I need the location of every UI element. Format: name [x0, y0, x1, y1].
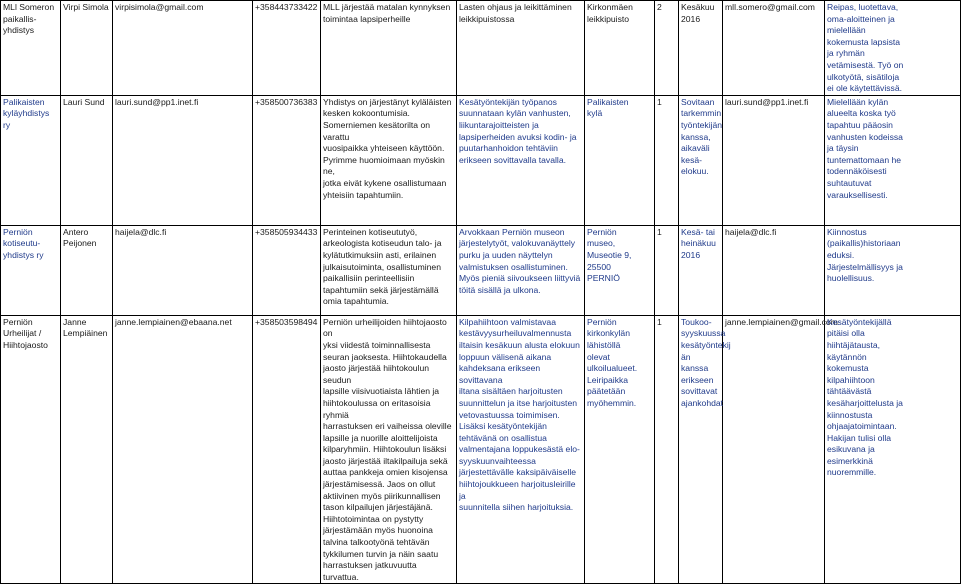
- timing-cell: Kesä- tai heinäkuu 2016: [679, 225, 723, 315]
- email-cell: janne.lempiainen@ebaana.net: [113, 315, 253, 584]
- reply-email-cell: haijela@dlc.fi: [723, 225, 825, 315]
- table-row: [1, 95, 961, 225]
- table-row: [1, 1, 961, 96]
- notes-cell: Kiinnostus (paikallis)historiaan eduksi. Järjestelmällisyys ja huolellisuus.: [825, 225, 961, 315]
- email-cell: virpisimola@gmail.com: [113, 1, 253, 96]
- phone-cell: +358500736383: [253, 95, 321, 225]
- phone-cell: +358443733422: [253, 1, 321, 96]
- tasks-cell: Arvokkaan Perniön museon järjestelytyöt, valokuvanäyttely purku ja uuden näyttelyn valmistuksen osallistuminen. Myös pieniä siivoukseen liittyviä töitä sisällä ja ulkona.: [457, 225, 585, 315]
- organization-cell: Palikaisten kyläyhdistys ry: [1, 95, 61, 225]
- description-cell: Yhdistys on järjestänyt kyläläisten kesken kokoontumisia. Somerniemen kesätorilta on varattu vuosipaikka yhteiseen käyttöön. Pyrimme huomioimaan myöskin ne, jotka eivät kykene osallistumaan yhteisiin tapahtumiin.: [321, 95, 457, 225]
- tasks-cell: Kilpahiihtoon valmistavaa kestävyysurheiluvalmennusta iltaisin kesäkuun alusta elokuun loppuun välisenä aikana kahdeksana erikseen sovittavana iltana sisältäen harjoitusten suunnittelun ja itse harjoitusten vetovastuussa toimimisen. Lisäksi kesätyöntekijän tehtävänä on osallistua valmentajana loppukesästä elo- syyskuunvaihteessa järjestettävälle kaksipäiväiselle hiihtojoukkueen harjoitusleirille ja suunnitella siihen harjoituksia.: [457, 315, 585, 584]
- description-cell: Perniön urheilijoiden hiihtojaosto on yksi viidestä toiminnallisesta seuran jaoksesta. Hiihtokaudella jaosto järjestää hiihtokoulun seudun lapsille viisivuotiaista lähtien ja hiihtokoulussa on eritasoisia ryhmiä harrastuksen eri vaiheissa oleville lapsille ja nuorille aloittelijoista kilparyhmiin. Hiihtokoulun lisäksi jaosto järjestää iltakilpailuja sekä auttaa pankkeja omien kisojensa järjestämisessä. Jaos on ollut aktiivinen myös piirikunnallisen tason kilpailujen järjestäjänä. Hiihtotoimintaa on pystytty järjestämään myös huonoina talvina talkootyönä tehtävän tykkilumen turvin ja näin saatu harrastuksen jatkuvuutta turvattua.: [321, 315, 457, 584]
- email-cell: lauri.sund@pp1.inet.fi: [113, 95, 253, 225]
- tasks-cell: Kesätyöntekijän työpanos suunnataan kylän vanhusten, liikuntarajoitteisten ja lapsiperheiden avuksi kodin- ja puutarhanhoidon tehtäviin erikseen sovittavalla tavalla.: [457, 95, 585, 225]
- count-cell: 1: [655, 225, 679, 315]
- description-cell: Perinteinen kotiseututyö, arkeologista kotiseudun talo- ja kylätutkimuksiin asti, erilainen julkaisutoiminta, osallistuminen paikallisiin perinteellisiin tapahtumiin sekä järjestämällä omia tapahtumia.: [321, 225, 457, 315]
- email-cell: haijela@dlc.fi: [113, 225, 253, 315]
- location-cell: Kirkonmäen leikkipuisto: [585, 1, 655, 96]
- organization-cell: Perniön kotiseutu- yhdistys ry: [1, 225, 61, 315]
- count-cell: 2: [655, 1, 679, 96]
- reply-email-cell: mll.somero@gmail.com: [723, 1, 825, 96]
- location-cell: Palikaisten kylä: [585, 95, 655, 225]
- reply-email-cell: janne.lempiainen@gmail.com: [723, 315, 825, 584]
- contact-person-cell: Lauri Sund: [61, 95, 113, 225]
- table-row: [1, 315, 961, 584]
- table-row: [1, 225, 961, 315]
- timing-cell: Toukoo- syyskuussa kesätyöntekij än kanssa erikseen sovittavat ajankohdat: [679, 315, 723, 584]
- count-cell: 1: [655, 95, 679, 225]
- notes-cell: Mielellään kylän alueelta koska työ tapahtuu pääosin vanhusten kodeissa ja täysin tuntemattomaan he todennäköisesti suhtautuvat varauksellisesti.: [825, 95, 961, 225]
- tasks-cell: Lasten ohjaus ja leikittäminen leikkipuistossa: [457, 1, 585, 96]
- contact-person-cell: Janne Lempiäinen: [61, 315, 113, 584]
- contact-person-cell: Virpi Simola: [61, 1, 113, 96]
- organization-cell: Perniön Urheilijat / Hiihtojaosto: [1, 315, 61, 584]
- phone-cell: +358505934433: [253, 225, 321, 315]
- timing-cell: Sovitaan tarkemmin työntekijän kanssa, aikaväli kesä- elokuu.: [679, 95, 723, 225]
- reply-email-cell: lauri.sund@pp1.inet.fi: [723, 95, 825, 225]
- description-cell: MLL järjestää matalan kynnyksen toimintaa lapsiperheille: [321, 1, 457, 96]
- contact-person-cell: Antero Peijonen: [61, 225, 113, 315]
- timing-cell: Kesäkuu 2016: [679, 1, 723, 96]
- count-cell: 1: [655, 315, 679, 584]
- location-cell: Perniön museo, Museotie 9, 25500 PERNIÖ: [585, 225, 655, 315]
- notes-cell: Reipas, luotettava, oma-aloitteinen ja mielellään kokemusta lapsista ja ryhmän vetämisestä. Työ on ulkotyötä, sisätiloja ei ole käytettävissä.: [825, 1, 961, 96]
- notes-cell: Kesätyöntekijällä pitäisi olla hiihtäjätausta, käytännön kokemusta kilpahiihtoon tähtäävästä kesäharjoittelusta ja kiinnostusta ohjaajatoimintaan. Hakijan tulisi olla esikuvana ja esimerkkinä nuoremmille.: [825, 315, 961, 584]
- location-cell: Perniön kirkonkylän lähistöllä olevat ulkoilualueet. Leiripaikka päätetään myöhemmin.: [585, 315, 655, 584]
- phone-cell: +358503598494: [253, 315, 321, 584]
- organization-cell: MLl Someron paikallis- yhdistys: [1, 1, 61, 96]
